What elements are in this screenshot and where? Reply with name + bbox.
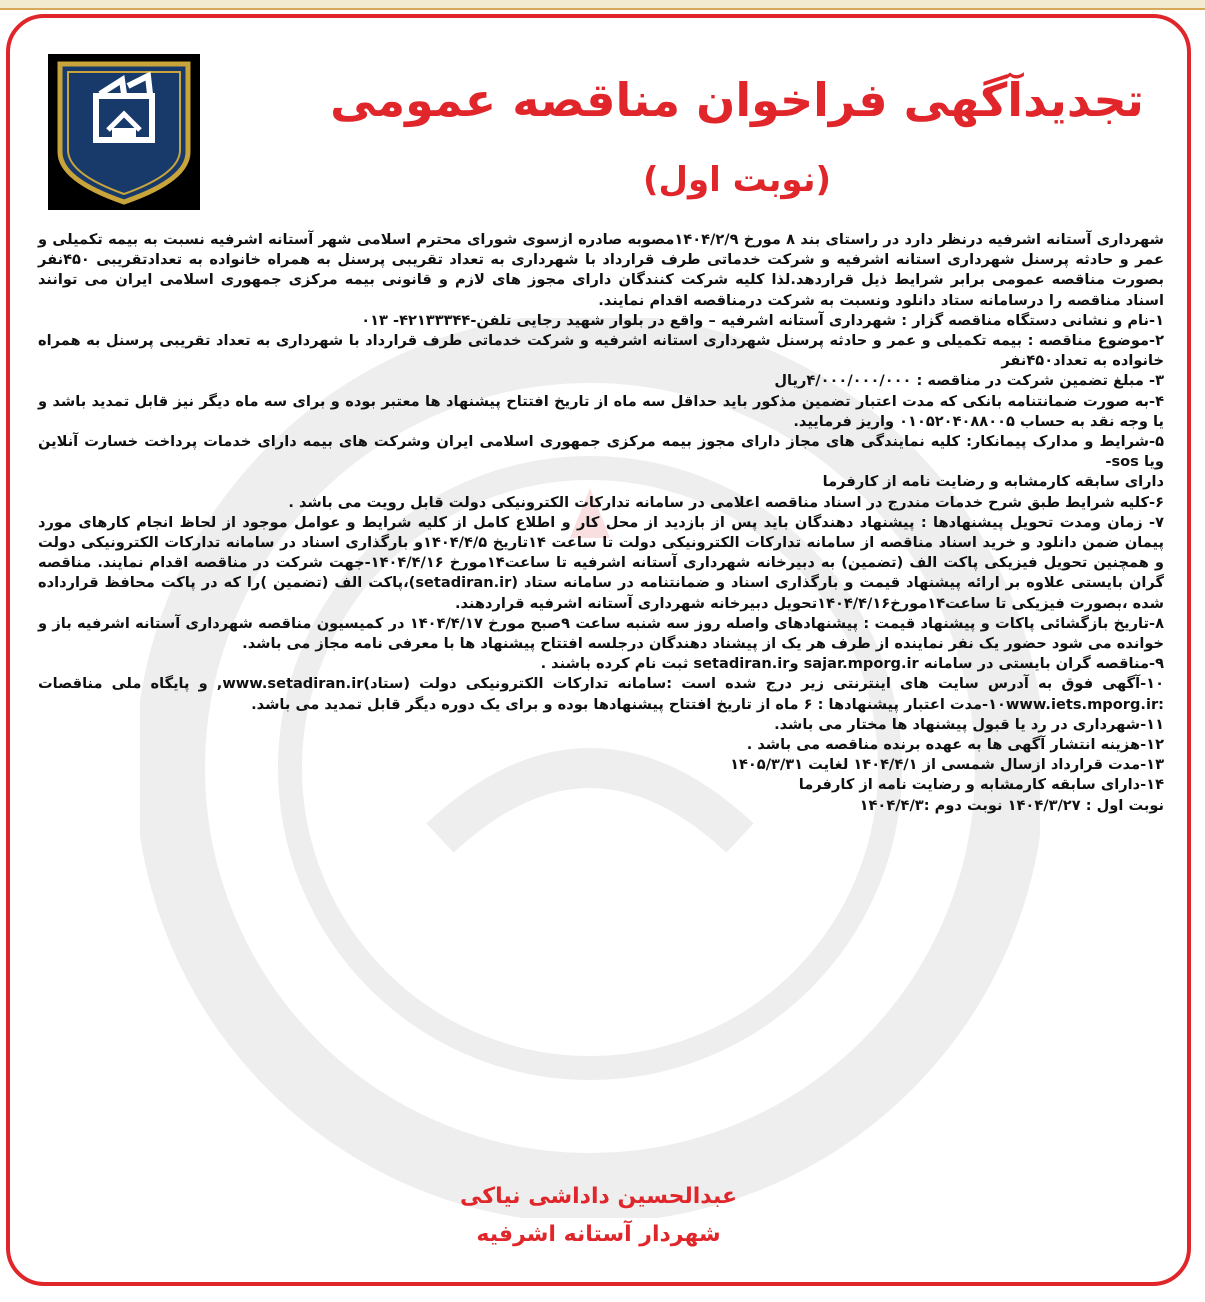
item-9: ۹-مناقصه گران بایستی در سامانه sajar.mporg.ir وsetadiran.ir ثبت نام کرده باشند . [540,655,1164,673]
notice-frame [6,14,1191,1286]
item-13: ۱۳-مدت قرارداد ازسال شمسی از ۱۴۰۴/۴/۱ لغایت ۱۴۰۵/۳/۳۱ [730,756,1164,774]
item-5-continued: دارای سابقه کارمشابه و رضایت نامه از کارفرما [822,473,1164,491]
signatory-name: عبدالحسین داداشی نیاکی [460,1184,737,1209]
item-11: ۱۱-شهرداری در رد یا قبول پیشنهاد ها مختار می باشد. [774,715,1164,733]
notice-body [38,230,1164,816]
signatory-position: شهردار آستانه اشرفیه [476,1222,721,1247]
item-8: ۸-تاریخ بازگشائی پاکات و پیشنهاد قیمت : پیشنهادهای واصله روز سه شنبه ساعت ۹صبح مورخ ۱۴۰۴/۴/۱۷ در کمیسیون مناقصه شهرداری آستانه اشرفیه باز و خوانده می شود حضور یک نفر نماینده از طرف هر یک از پیشناد دهندگان درجلسه افتتاح پیشنهاد ها با معرفی نامه مجاز می باشد. [38,614,1164,653]
item-4: ۴-به صورت ضمانتنامه بانکی که مدت اعتبار تضمین مذکور باید حداقل سه ماه از تاریخ افتتاح پیشنهاد ها معتبر بوده و برای سه ماه دیگر نیز قابل تمدید باشد و یا وجه نقد به حساب ۰۱۰۵۲۰۴۰۸۸۰۰۵ واریز فرمایید. [38,392,1164,430]
item-7: ۷- زمان ومدت تحویل پیشنهادها : پیشنهاد دهندگان باید پس از بازدید از محل کار و اطلاع کامل از کلیه شرایط و عوامل موجود از لحاظ انجام کارهای مورد پیمان ضمن دانلود و خرید اسناد مناقصه از سامانه تدارکات الکترونیکی دولت تا ساعت ۱۴تاریخ ۱۴۰۴/۴/۵و بارگذاری اسناد در سامانه تدارکات الکترونیکی دولت و همچنین تحویل فیزیکی پاکت الف (تضمین) به دبیرخانه شهرداری آستانه اشرفیه تا ساعت۱۴مورخ ۱۴۰۴/۴/۱۶-جهت شرکت در مناقصه اقدام نمایند. مناقصه گران بایستی علاوه بر ارائه پیشنهاد قیمت و بارگذاری اسناد و ضمانتنامه در سامانه ستاد (setadiran.ir)،پاکت الف (تضمین )را که در پاکت محافظ قرارداده شده ،بصورت فیزیکی تا ساعت۱۴مورخ۱۴۰۴/۴/۱۶تحویل دبیرخانه شهرداری آستانه اشرفیه قراردهند. [38,513,1164,612]
notice-title: تجدیدآگهی فراخوان مناقصه عمومی [330,73,1144,127]
municipality-logo [48,54,200,210]
item-12: ۱۲-هزینه انتشار آگهی ها به عهده برنده مناقصه می باشد . [746,736,1164,754]
item-6: ۶-کلیه شرایط طبق شرح خدمات مندرج در اسناد مناقصه اعلامی در سامانه تدارکات الکترونیکی دولت قابل رویت می باشد . [288,493,1164,511]
item-14: ۱۴-دارای سابقه کارمشابه و رضایت نامه از کارفرما [798,776,1164,794]
item-3: ۳- مبلغ تضمین شرکت در مناقصه : ۴/۰۰۰/۰۰۰/۰۰۰ریال [774,372,1164,390]
signature-block [10,1178,1187,1254]
item-10: ۱۰-آگهی فوق به آدرس سایت های اینترنتی زیر درج شده است :سامانه تدارکات الکترونیکی دولت (ستاد)www.setadiran.ir, و پایگاه ملی مناقصات :۱۰www.iets.mporg.ir-مدت اعتبار پیشنهادها : ۶ ماه از تاریخ افتتاح پیشنهادها بوده و برای یک دوره دیگر قابل تمدید می باشد. [38,675,1164,713]
intro-paragraph: شهرداری آستانه اشرفیه درنظر دارد در راستای بند ۸ مورخ ۱۴۰۴/۲/۹مصوبه صادره ازسوی شورای محترم اسلامی شهر آستانه اشرفیه نسبت به بیمه تکمیلی و عمر و حادثه پرسنل شهرداری استانه اشرفیه و شرکت خدماتی طرف قرارداد با شهرداری به تعداد تقریبی پرسنل به همراه خانواده به تعدادتقریبی ۴۵۰نفر بصورت مناقصه عمومی برابر شرایط ذیل قراردهد.لذا کلیه شرکت کنندگان دارای مجوز های لازم و قانونی بیمه مرکزی جمهوری اسلامی ایران می توانند اسناد مناقصه را درسامانه ستاد دانلود ونسبت به شرکت درمناقصه اقدام نمایند. [38,231,1164,309]
item-1: ۱-نام و نشانی دستگاه مناقصه گزار : شهرداری آستانه اشرفیه – واقع در بلوار شهید رجایی تلفن-۴۲۱۳۳۳۴۴- ۰۱۳ [361,311,1164,329]
publication-schedule: نوبت اول : ۱۴۰۴/۳/۲۷ نوبت دوم :۱۴۰۴/۴/۳ [859,796,1164,814]
top-strip [0,0,1205,10]
item-5: ۵-شرایط و مدارک پیمانکار: کلیه نمایندگی های مجاز دارای مجوز بیمه مرکزی جمهوری اسلامی ایران وشرکت های بیمه دارای خدمات پرداخت خسارت آنلاین ویا sos- [38,433,1164,471]
notice-subtitle: (نوبت اول) [642,160,832,200]
item-2: ۲-موضوع مناقصه : بیمه تکمیلی و عمر و حادثه پرسنل شهرداری استانه اشرفیه و شرکت خدماتی طرف قرارداد با شهرداری به تعداد تقریبی پرسنل به همراه خانواده به تعداد۴۵۰نفر [38,332,1164,370]
